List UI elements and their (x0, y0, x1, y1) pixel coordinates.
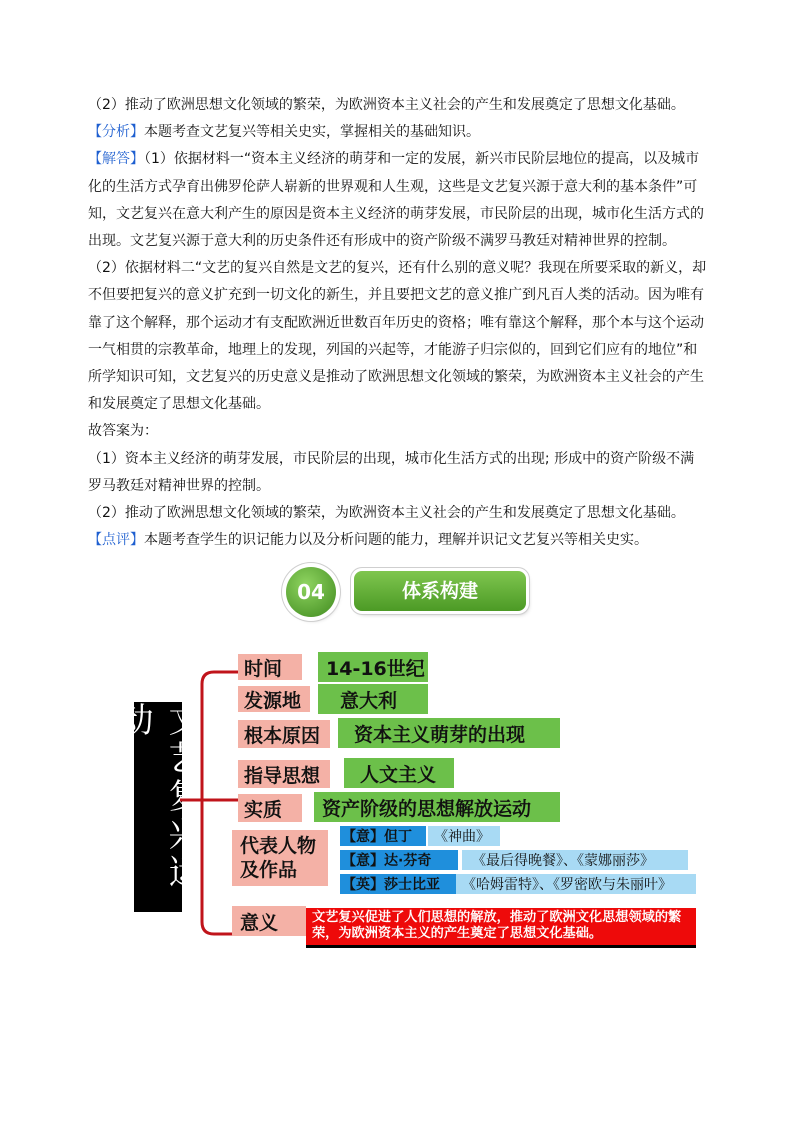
figure-person: 【意】达·芬奇 (340, 850, 458, 870)
analysis-tag: 【分析】 (88, 124, 144, 141)
paragraph: （2）推动了欧洲思想文化领域的繁荣，为欧洲资本主义社会的产生和发展奠定了思想文化基础。 (88, 97, 685, 113)
paragraph-answer: 【解答】（1）依据材料一“资本主义经济的萌芽和一定的发展，新兴市民阶层地位的提高，以及城市化的生活方式孕育出佛罗伦萨人崭新的世界观和人生观，这些是文艺复兴源于意大利的基本条件”可知，文艺复兴在意大利产生的原因是资本主义经济的萌芽发展，市民阶层的出现，城市化生活方式的出现。文艺复兴源于意大利的历史条件还有形成中的资产阶级不满罗马教廷对精神世界的控制。 (88, 151, 704, 250)
figure-works: 《神曲》 (428, 826, 500, 846)
paragraph: （2）依据材料二“文艺的复兴自然是文艺的复兴，还有什么别的意义呢？我现在所要采取的新义，却不但要把复兴的意义扩充到一切文化的新生，并且要把文艺的意义推广到凡百人类的活动。因为唯有靠了这个解释，那个运动才有支配欧洲近世数百年历史的资格；唯有靠这个解释，那个本与这个运动一气相贯的宗教革命，地理上的发现，列国的兴起等，才能游子归宗似的，回到它们应有的地位”和所学知识可知，文艺复兴的历史意义是推动了欧洲思想文化领域的繁荣，为欧洲资本主义社会的产生和发展奠定了思想文化基础。 (88, 260, 707, 413)
paragraph-analysis: 【分析】本题考查文艺复兴等相关史实，掌握相关的基础知识。 (88, 124, 480, 141)
row-label-root-cause: 根本原因 (238, 720, 330, 748)
row-value-essence: 资产阶级的思想解放运动 (314, 792, 560, 822)
concept-map-title: 文艺复兴运动 (134, 702, 182, 912)
comment-tag: 【点评】 (88, 532, 144, 549)
paragraph: 故答案为： (88, 423, 158, 440)
section-number-badge: 04 (286, 567, 336, 617)
row-label-significance: 意义 (232, 906, 306, 936)
section-banner (282, 565, 536, 617)
paragraph: （1）资本主义经济的萌芽发展，市民阶层的出现，城市化生活方式的出现; 形成中的资产阶级不满罗马教廷对精神世界的控制。 (88, 450, 695, 494)
row-label-origin: 发源地 (238, 686, 310, 712)
paragraph-comment: 【点评】本题考查学生的识记能力以及分析问题的能力，理解并识记文艺复兴等相关史实。 (88, 532, 648, 549)
row-value-origin: 意大利 (318, 684, 428, 714)
row-value-root-cause: 资本主义萌芽的出现 (338, 718, 560, 748)
figure-works: 《哈姆雷特》、《罗密欧与朱丽叶》 (456, 874, 696, 894)
paragraph: （2）推动了欧洲思想文化领域的繁荣，为欧洲资本主义社会的产生和发展奠定了思想文化基础。 (88, 505, 685, 522)
row-value-significance: 文艺复兴促进了人们思想的解放，推动了欧洲文化思想领域的繁荣，为欧洲资本主义的产生奠定了思想文化基础。 (306, 908, 696, 948)
figure-person: 【意】但丁 (340, 826, 426, 846)
row-label-figures: 代表人物及作品 (232, 830, 328, 886)
row-label-time: 时间 (238, 654, 302, 680)
row-value-guiding-thought: 人文主义 (344, 758, 454, 788)
answer-tag: 【解答】 (88, 151, 144, 168)
figure-person: 【英】莎士比亚 (340, 874, 456, 894)
section-title: 体系构建 (354, 571, 526, 611)
figure-works: 《最后得晚餐》、《蒙娜丽莎》 (462, 850, 688, 870)
row-label-essence: 实质 (238, 794, 302, 822)
row-value-time: 14-16世纪 (318, 652, 428, 682)
answer-text-block (88, 92, 708, 554)
concept-map (113, 650, 702, 950)
row-label-guiding-thought: 指导思想 (238, 760, 330, 788)
